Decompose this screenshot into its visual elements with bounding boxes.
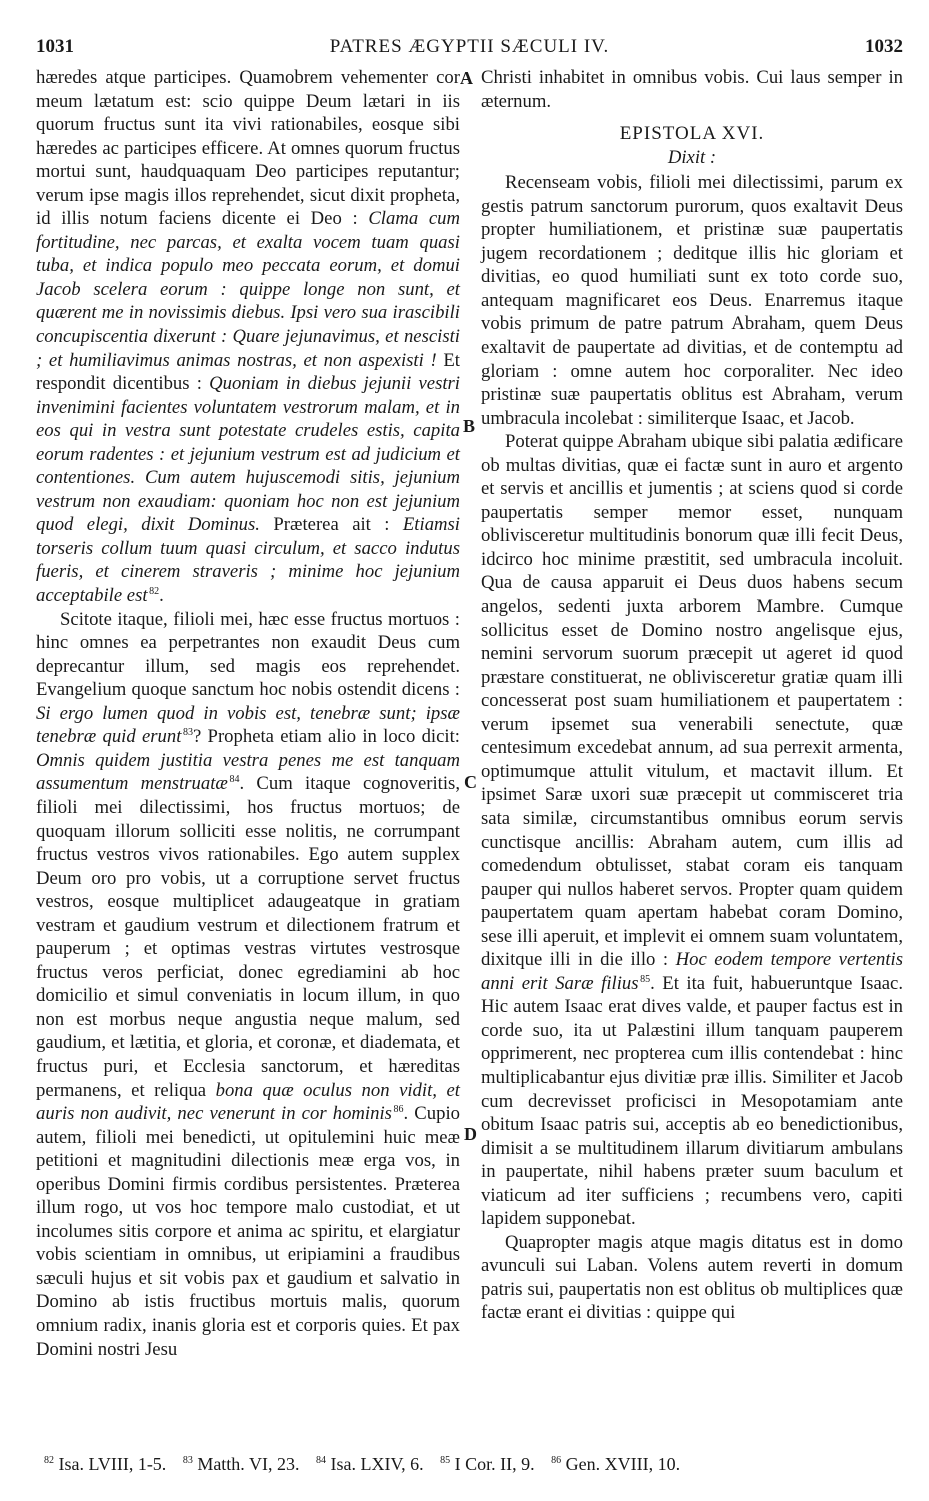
text-run: . Cupio autem, filioli mei benedicti, ut opitulemini huic meæ petitioni et magnitudini dilectionis meæ erga vos, in operibus Domini firmis cordibus persistentes. Præterea illum rogo, ut vos hoc tempore malo custodiat, et ut incolumes sitis corpore et anima ac spiritu, et elargiatur vobis scientiam in omnibus, ut eripiamini a fraudibus sæculi hujus et sit vobis pax et gaudium et salvatio in Domino ab istis fructibus mortuis malis, quorum omnium radix, inanis gloria est et corporis quies. Et pax Domini nostri Jesu bbox=[36, 1103, 460, 1360]
text-run: Scitote itaque, filioli mei, hæc esse fructus mortuos : hinc omnes ea perpetrantes non exaudit Deus cum deprecantur illum, sed magis eos reprehendet. Evangelium quoque sanctum hoc nobis ostendit dicens : bbox=[36, 608, 460, 701]
text-run: Et respondit dicentibus : bbox=[36, 349, 460, 395]
quotation: Clama cum fortitudine, nec parcas, et exalta vocem tuam quasi tuba, et indica populo meo peccata eorum, et domui Jacob scelera eorum : quippe longe non sunt, et quærent me in novissimis diebus. Ipsi vero sua irascibili concupiscentia dixerunt : Quare jejunavimus, et nescisti ; et humiliavimus animas nostras, et non aspexisti ! bbox=[36, 208, 460, 371]
paragraph: Quapropter magis atque magis ditatus est in domo avunculi sui Laban. Volens autem reverti in domum patris sui, paupertatis non est oblitus ob multiplices quæ factæ erant ei divitias : quippe qui bbox=[481, 1231, 903, 1324]
page-number-right: 1032 bbox=[865, 36, 903, 57]
footnote-ref: 83 bbox=[182, 727, 193, 739]
section-marker-c: C bbox=[464, 772, 477, 792]
quotation: Hoc eodem tempore vertentis anni erit Saræ filius bbox=[481, 949, 904, 994]
quotation: Quoniam in diebus jejunii vestri invenimini facientes voluntatem vestrorum malam, et in eos qui in vestra sunt potestate crudeles estis, capita eorum radentes : et jejunium vestrum est ad judicium et contentiones. Cum autem hujuscemodi sitis, jejunium vestrum non exaudiam: quoniam hoc non est jejunium quod elegi, dixit Dominus. bbox=[36, 373, 460, 536]
epistle-heading: EPISTOLA XVI. bbox=[619, 123, 765, 145]
footnote-ref: 86 bbox=[393, 1103, 404, 1115]
text-run: Præterea ait : bbox=[259, 514, 403, 536]
footnote bbox=[44, 1454, 166, 1474]
footnote bbox=[440, 1454, 535, 1474]
footnote-number: 85 bbox=[440, 1455, 451, 1466]
footnote-ref-text: Gen. XVIII, 10. bbox=[565, 1454, 681, 1474]
text-run: . bbox=[159, 585, 164, 607]
quotation: Si ergo lumen quod in vobis est, tenebræ sunt; ipsæ tenebræ quid erunt bbox=[36, 702, 460, 748]
footnote-ref: 82 bbox=[149, 585, 160, 597]
quotation: Etiamsi torseris collum tuum quasi circulum, et sacco indutus fueris, et cinerem straveris ; minime hoc jejunium acceptabile est bbox=[36, 514, 460, 607]
footnote-ref: 84 bbox=[229, 774, 240, 786]
footnote-ref-text: Matth. VI, 23. bbox=[197, 1454, 300, 1474]
text-run: ? Propheta etiam alio in loco dicit: bbox=[192, 726, 460, 748]
footnote-ref-text: I Cor. II, 9. bbox=[454, 1454, 535, 1474]
text-run: . Cum itaque cognoveritis, filioli mei dilectissimi, hos fructus mortuos; de quoquam illorum solliciti esse nolitis, ne corrumpant fructus vestros vivos rationabiles. Ego autem supplex Deum oro pro vobis, ut a corruptione servet fructus vestros, eosque multiplicet adaugeatque in gratiam vestram et gaudium vestrum et dilectionem fratrum et pauperum ; et optimas vestras virtutes vestrosque fructus veros perficiat, donec egrediamini ab hoc domicilio et simul conveniatis in locum illum, in quo non est morbus neque angustia neque malum, sed gaudium, et lætitia, et gloria, et coronæ, et diademata, et fructus puri, et Ecclesia sanctorum, et hæreditas permanens, et reliqua bbox=[36, 773, 460, 1101]
text-run: hæredes atque participes. Quamobrem vehementer cor meum lætatum est: scio quippe Deum lætari in iis quorum fructus sunt ita vivi rationabiles, eosque sibi hæredes ac participes efficere. At omnes quorum fructus mortui sunt, haudquaquam Deo participes reputantur; verum ipse magis illos reprehendet, sicut dixit propheta, id illis notum faciens dicente ei Deo : bbox=[36, 67, 460, 230]
paragraph bbox=[36, 608, 460, 1362]
section-marker-a: A bbox=[460, 68, 473, 88]
right-column bbox=[481, 66, 903, 1325]
footnotes bbox=[44, 1454, 899, 1475]
quotation: Omnis quidem justitia vestra penes me est tanquam assumentum menstruatæ bbox=[36, 749, 460, 795]
section-marker-d: D bbox=[464, 1124, 477, 1144]
footnote-ref: 85 bbox=[640, 973, 651, 985]
page-header bbox=[36, 36, 903, 60]
text-run: . Et ita fuit, habueruntque Isaac. Hic autem Isaac erat dives valde, et pauper factus est in corde suo, ita ut Palæstini illum tanquam pauperem opprimerent, nec propterea cum illis contendebat : hinc multiplicabantur ejus divitiæ præ illis. Similiter et Jacob cum decrevisset proficisci in Mesopotamiam ante obitum Isaac patris sui, acceptis ab eo benedictionibus, dimisit a se multitudinem illarum divitiarum ambulans in paupertate, nihil habens præter suum baculum et viaticum ad iter sufficiens ; recumbens vero, capiti lapidem supponebat. bbox=[481, 972, 903, 1230]
epistle-subheading: Dixit : bbox=[667, 146, 717, 168]
footnote bbox=[551, 1454, 680, 1474]
paragraph: Recenseam vobis, filioli mei dilectissimi, parum ex gestis patrum sanctorum purorum, quos exaltavit Deus propter humiliationem, et pristinæ suæ paupertatis jugem recordationem ; deditque illis hic gloriam et divitias, eo quod humiliati sunt ex toto corde suo, antequam magnificaret eos Deus. Enarremus itaque vobis primum de patre patrum Abraham, quem Deus exaltavit de paupertate ad divitias, et de contemptu ad gloriam : omne autem hoc corporaliter. Nec ideo pristinæ suæ paupertatis oblitus est Abraham, verum umbracula incolebat : similiterque Isaac, et Jacob. bbox=[481, 172, 903, 429]
paragraph bbox=[36, 66, 460, 608]
footnote-number: 83 bbox=[182, 1455, 193, 1466]
left-column bbox=[36, 66, 460, 1361]
running-title: PATRES ÆGYPTII SÆCULI IV. bbox=[329, 36, 610, 57]
paragraph bbox=[481, 430, 903, 1231]
footnote-number: 84 bbox=[315, 1455, 326, 1466]
footnote bbox=[316, 1454, 424, 1474]
footnote-number: 86 bbox=[551, 1455, 562, 1466]
paragraph: Christi inhabitet in omnibus vobis. Cui laus semper in æternum. bbox=[481, 67, 903, 112]
section-marker-b: B bbox=[463, 416, 476, 436]
quotation: bona quæ oculus non vidit, et auris non audivit, nec venerunt in cor hominis bbox=[36, 1079, 460, 1125]
footnote bbox=[183, 1454, 300, 1474]
text-run: Poterat quippe Abraham ubique sibi palatia ædificare ob multas divitias, quæ ei factæ sunt in auro et argento et servis et ancillis et jumentis ; at sciens quod si corde paupertatis semper memor esset, nunquam oblivisceretur multitudinis bonorum quæ illi fecit Deus, idcirco hoc minime præstitit, sed umbracula incoluit. Qua de causa apparuit ei Deus duos habens secum angelos, sedenti juxta arborem Mambre. Cumque sollicitus esset de Domino nostro angelisque ejus, nemini servorum suorum præcepit ut ageret id quod præstare constituerat, ne oblivisceretur gratiæ quam illi concesserat post suam humiliationem et paupertatem : verum ipsemet sua venerabili senectute, quæ centesimum excedebat annum, ad sua perrexit armenta, optimumque attulit vitulum, et mactavit illum. Et ipsimet Saræ uxori suæ præcepit ut commisceret tria sata similæ, circumstantibus omnibus eorum servis cunctisque ancillis: Abraham autem, cum illis ad comedendum obtulisset, stabat coram eis tanquam pauper qui nullos haberet servos. Propter quam quidem paupertatem quam apertam habebat coram Domino, sese illi aperuit, et implevit ei omnem suam voluntatem, dixitque illi in die illo : bbox=[481, 431, 903, 971]
footnote-number: 82 bbox=[44, 1455, 54, 1466]
footnote-ref-text: Isa. LXIV, 6. bbox=[330, 1454, 424, 1474]
page-number-left: 1031 bbox=[36, 36, 74, 57]
footnote-ref-text: Isa. LVIII, 1-5. bbox=[58, 1454, 167, 1474]
